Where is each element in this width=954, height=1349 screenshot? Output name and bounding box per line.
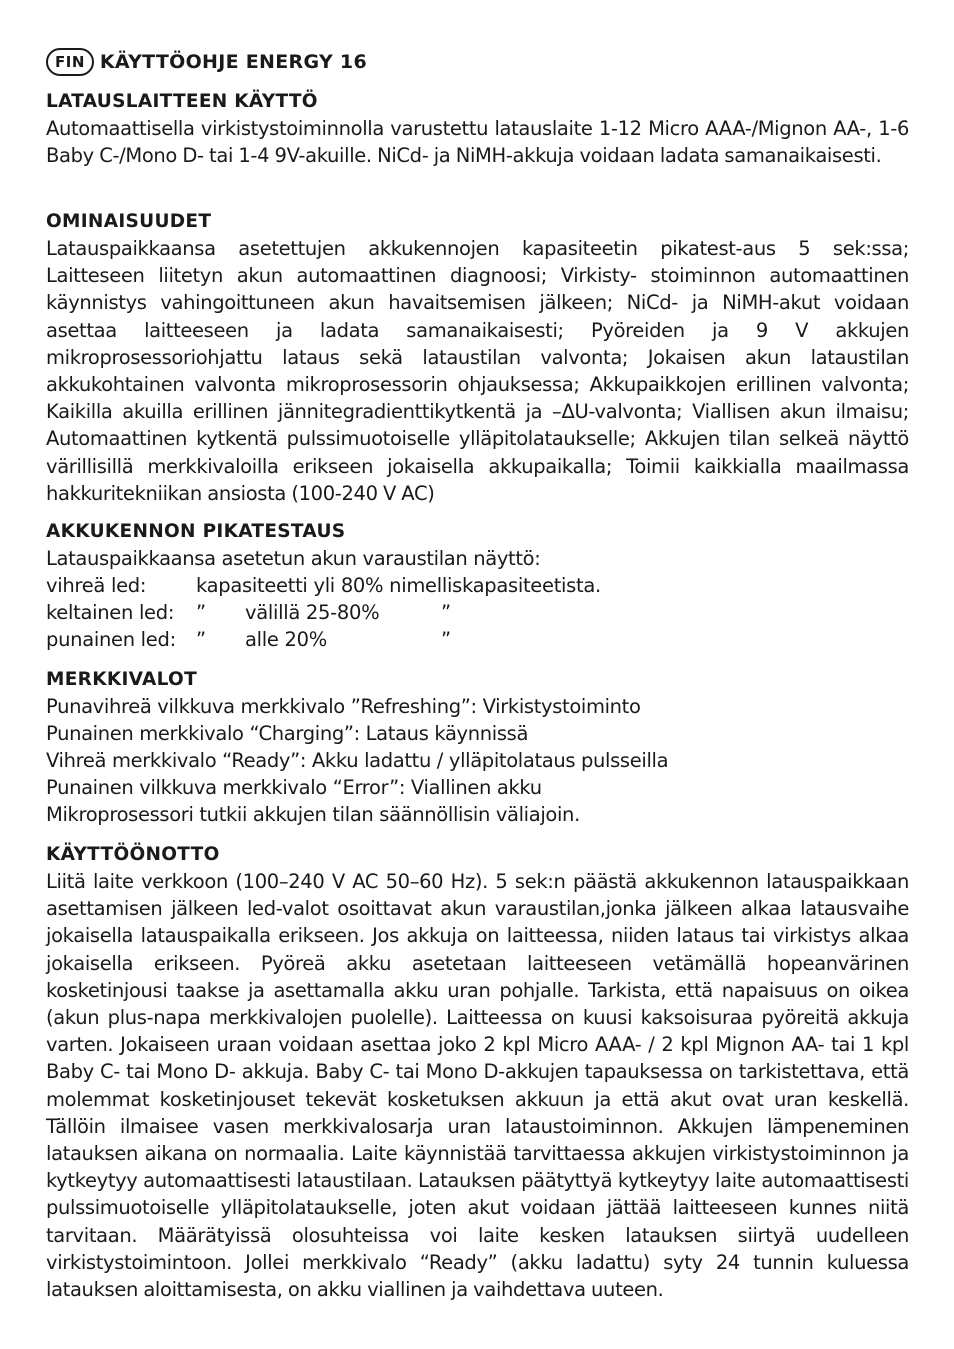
led-value: kapasiteetti yli 80% nimelliskapasiteetista. <box>196 574 601 597</box>
section-intro: Latauspaikkaansa asetetun akun varaustilan näyttö: <box>46 547 541 570</box>
document-title <box>46 47 367 77</box>
section-body: Automaattisella virkistystoiminnolla varustettu latauslaite 1-12 Micro AAA-/Mignon AA-, 1-6 Baby C-/Mono D- tai 1-4 9V-akuille. NiCd- ja NiMH-akkuja voidaan ladata samanaikaisesti. <box>46 117 909 168</box>
led-row-green <box>46 572 909 599</box>
led-label: punainen led: <box>46 628 176 651</box>
section-usage <box>46 88 909 169</box>
language-badge: FIN <box>46 48 94 76</box>
section-getting-started <box>46 841 909 1303</box>
led-value: välillä 25-80% <box>245 601 380 624</box>
indicator-line: Punainen merkkivalo “Charging”: Lataus käynnissä <box>46 722 529 745</box>
section-body: Latauspaikkaansa asetettujen akkukennojen kapasiteetin pikatest-aus 5 sek:ssa; Laitteseen liitetyn akun automaattinen diagnoosi; Virkisty- stoiminnon automaattinen käynnistys vahingoittuneen akun havaitsemisen jälkeen; NiCd- ja NiMH-akut voidaan asettaa laitteeseen ja ladata samanaikaisesti; Pyöreiden ja 9 V akkujen mikroprosessoriohjattu lataus sekä lataustilan valvonta; Jokaisen akun lataustilan akkukohtainen valvonta mikroprosessorin ohjauksessa; Akkupaikkojen erillinen valvonta; Kaikilla akuilla erillinen jännitegradienttikytkentä ja –ΔU-valvonta; Viallisen akun ilmaisu; Automaattinen kytkentä pulssimuotoiselle ylläpitolataukselle; Akkujen tilan selkeä näyttö värillisillä merkkivaloilla erikseen jokaisella akkupaikalla; Toimii kaikkialla maailmassa hakkuritekniikan ansiosta (100-240 V AC) <box>46 237 909 505</box>
led-value: alle 20% <box>245 628 327 651</box>
section-heading: OMINAISUUDET <box>46 211 212 232</box>
section-features <box>46 208 909 507</box>
led-label: vihreä led: <box>46 574 147 597</box>
section-heading: LATAUSLAITTEEN KÄYTTÖ <box>46 91 318 112</box>
section-heading: MERKKIVALOT <box>46 669 198 690</box>
indicator-line: Vihreä merkkivalo “Ready”: Akku ladattu / ylläpitolataus pulsseilla <box>46 749 669 772</box>
section-heading: AKKUKENNON PIKATESTAUS <box>46 521 346 542</box>
led-label: keltainen led: <box>46 601 175 624</box>
indicator-line: Punavihreä vilkkuva merkkivalo ”Refreshing”: Virkistystoiminto <box>46 695 641 718</box>
section-indicator-lights <box>46 666 909 828</box>
led-row-yellow <box>46 599 909 626</box>
ditto-mark: ” <box>441 601 451 624</box>
ditto-mark: ” <box>441 628 451 651</box>
title-text: KÄYTTÖOHJE ENERGY 16 <box>99 51 367 73</box>
ditto-mark: ” <box>196 601 206 624</box>
indicator-line: Mikroprosessori tutkii akkujen tilan säännöllisin väliajoin. <box>46 803 580 826</box>
indicator-line: Punainen vilkkuva merkkivalo “Error”: Viallinen akku <box>46 776 542 799</box>
section-body: Liitä laite verkkoon (100–240 V AC 50–60 Hz). 5 sek:n päästä akkukennon latauspaikkaan asettamisen jälkeen led-valot osoittavat akun varaustilan,jonka jälkeen alkaa latausvaihe jokaisella latauspaikalla erikseen. Jos akkuja on laitteessa, niiden lataus tai virkistys alkaa jokaisella erikseen. Pyöreä akku asetetaan laitteeseen vetämällä hopeanvärinen kosketinjousi taakse ja asettamalla akku uran pohjalle. Tarkista, että napaisuus on oikea (akun plus-napa merkkivalojen puolelle). Laitteessa on kuusi kaksoisuraa pyöreitä akkuja varten. Jokaiseen uraan voidaan asettaa joko 2 kpl Micro AAA- / 2 kpl Mignon AA- tai 1 kpl Baby C- tai Mono D- akkuja. Baby C- tai Mono D-akkujen tapauksessa on tarkistettava, että molemmat kosketinjouset tekevät kosketuksen akkuun ja että akut ovat uran keskellä. Tällöin ilmaisee vasen merkkivalosarja uran lataustoiminnon. Akkujen lämpeneminen latauksen aikana on normaalia. Laite käynnistää tarvittaessa akkujen virkistystoiminnon ja kytkeytyy automaattisesti lataustilaan. Latauksen päätyttyä kytkeytyy laite automaattisesti pulssimuotoiselle ylläpitolataukselle, joten akut voidaan jättää laitteeseen kunnes niitä tarvitaan. Määrätyissä olosuhteissa voi laite kesken latauksen siirtyä uudelleen virkistystoimintoon. Jollei merkkivalo “Ready” (akku ladattu) syty 24 tunnin kuluessa latauksen aloittamisesta, on akku viallinen ja vaihdettava uuteen. <box>46 870 909 1302</box>
ditto-mark: ” <box>196 628 206 651</box>
led-row-red <box>46 626 909 653</box>
section-quick-test <box>46 518 909 653</box>
section-heading: KÄYTTÖÖNOTTO <box>46 844 220 865</box>
